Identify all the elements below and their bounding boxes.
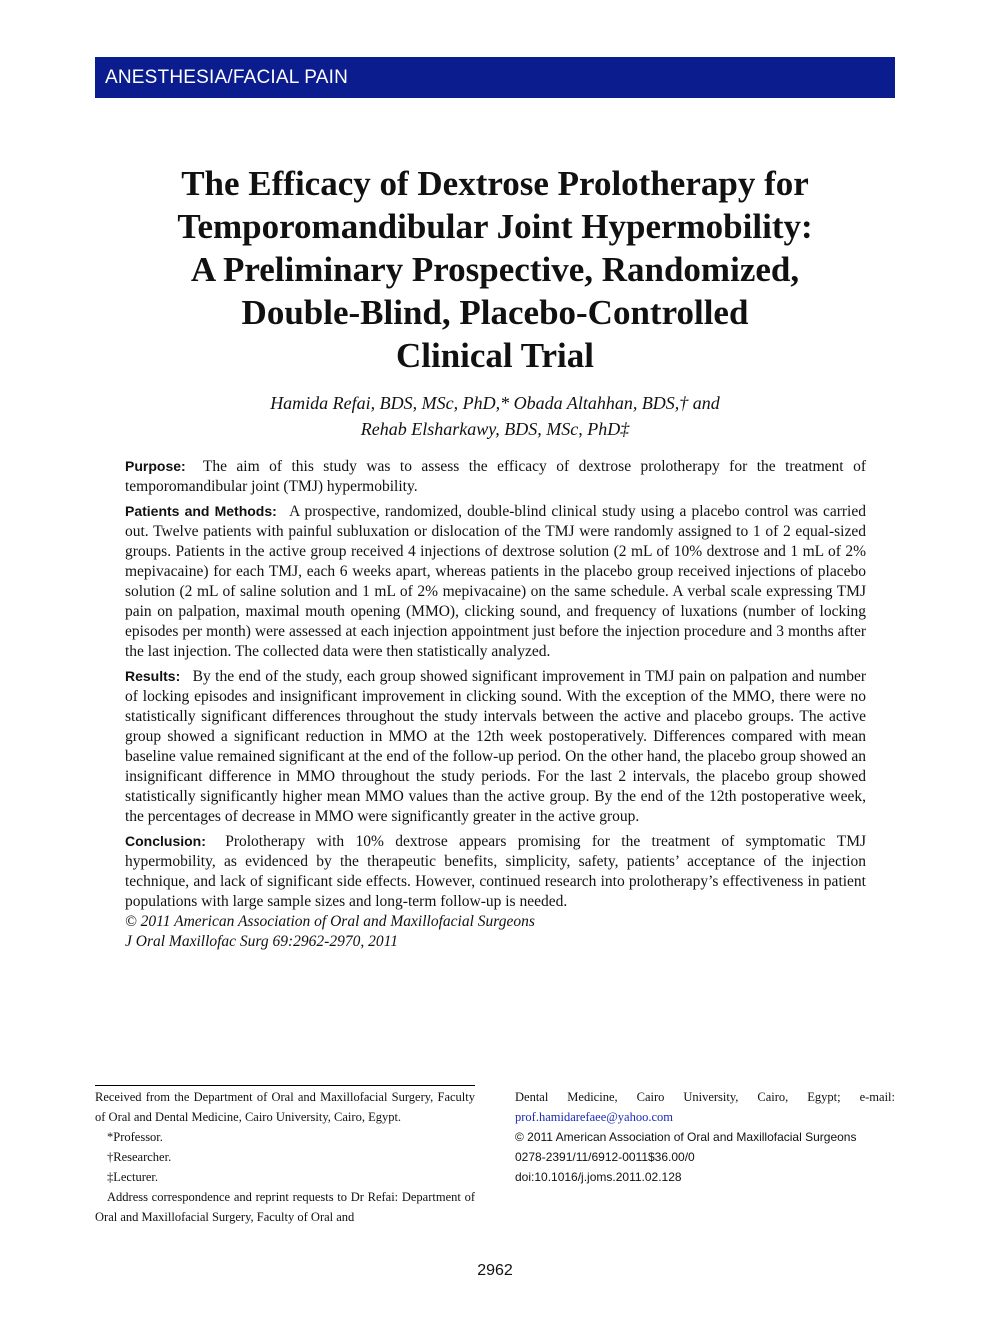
doi[interactable]: doi:10.1016/j.joms.2011.02.128	[515, 1170, 682, 1184]
footnotes-left	[95, 1087, 475, 1227]
received-from: Received from the Department of Oral and Maxillofacial Surgery, Faculty of Oral and Dental Medicine, Cairo University, Cairo, Egypt.	[95, 1090, 475, 1124]
author-list	[95, 390, 895, 442]
issn-code: 0278-2391/11/6912-0011$36.00/0	[515, 1150, 695, 1164]
abstract	[125, 456, 866, 952]
article-title	[95, 162, 895, 377]
footnotes-right	[515, 1087, 895, 1187]
section-label: ANESTHESIA/FACIAL PAIN	[105, 67, 349, 88]
abstract-results	[125, 666, 866, 827]
section-banner	[95, 57, 895, 98]
footnote-researcher: †Researcher.	[107, 1150, 172, 1164]
abstract-conclusion	[125, 831, 866, 912]
footnote-lecturer: ‡Lecturer.	[107, 1170, 159, 1184]
page-number: 2962	[477, 1262, 513, 1279]
email-link[interactable]: prof.hamidarefaee@yahoo.com	[515, 1110, 673, 1124]
address-continuation: Dental Medicine, Cairo University, Cairo, Egypt; e-mail:	[515, 1090, 895, 1104]
abstract-methods	[125, 501, 866, 662]
abstract-purpose	[125, 456, 866, 497]
title-line: A Preliminary Prospective, Randomized,	[190, 250, 800, 289]
title-line: Double-Blind, Placebo-Controlled	[241, 293, 749, 332]
methods-label: Patients and Methods:	[125, 503, 277, 519]
footnote-professor: *Professor.	[107, 1130, 163, 1144]
conclusion-text: Prolotherapy with 10% dextrose appears promising for the treatment of symptomatic TMJ hypermobility, as evidenced by the therapeutic benefits, simplicity, safety, patients’ acceptance of the injection technique, and lack of significant side effects. However, continued research into prolotherapy’s effectiveness in patient populations with large sample sizes and long-term follow-up is needed.	[125, 833, 867, 910]
publisher-copyright: © 2011 American Association of Oral and Maxillofacial Surgeons	[515, 1130, 857, 1144]
correspondence-address-cont	[515, 1087, 895, 1127]
title-line: Clinical Trial	[395, 336, 595, 375]
title-line: Temporomandibular Joint Hypermobility:	[177, 207, 813, 246]
journal-citation: J Oral Maxillofac Surg 69:2962-2970, 2011	[125, 933, 398, 950]
results-label: Results:	[125, 668, 181, 684]
results-text: By the end of the study, each group showed significant improvement in TMJ pain on palpation and number of locking episodes and insignificant improvement in clicking sound. With the exception of the MMO, there were no statistically significant differences throughout the study intervals between the active and placebo groups. The active group showed a significant reduction in MMO at the 12th week postoperatively. Differences compared with mean baseline value remained significant at the end of the follow-up period. On the other hand, the placebo group showed an insignificant difference in MMO throughout the study periods. For the last 2 intervals, the placebo group showed statistically significantly higher mean MMO values than the active group. By the end of the 12th postoperative week, the percentages of decrease in MMO were significantly greater in the active group.	[125, 668, 867, 825]
purpose-label: Purpose:	[125, 458, 186, 474]
footnote-divider	[95, 1085, 475, 1086]
methods-text: A prospective, randomized, double-blind clinical study using a placebo control was carried out. Twelve patients with painful subluxation or dislocation of the TMJ were randomly assigned to 1 of 2 equal-sized groups. Patients in the active group received 4 injections of dextrose solution (2 mL of 10% dextrose and 1 mL of 2% mepivacaine) for each TMJ, each 6 weeks apart, whereas patients in the placebo group received injections of placebo solution (2 mL of saline solution and 1 mL of 2% mepivacaine) on the same schedule. A verbal scale expressing TMJ pain on palpation, maximal mouth opening (MMO), clicking sound, and frequency of luxations (number of locking episodes per month) were assessed at each injection appointment just before the injection procedure and 3 months after the last injection. The collected data were then statistically analyzed.	[125, 503, 866, 660]
purpose-text: The aim of this study was to assess the efficacy of dextrose prolotherapy for the treatment of temporomandibular joint (TMJ) hypermobility.	[125, 458, 866, 495]
title-line: The Efficacy of Dextrose Prolotherapy for	[181, 164, 809, 203]
correspondence-address: Address correspondence and reprint requests to Dr Refai: Department of Oral and Maxillofacial Surgery, Faculty of Oral and	[95, 1190, 475, 1224]
abstract-copyright: © 2011 American Association of Oral and Maxillofacial Surgeons	[125, 913, 535, 930]
authors-line: Rehab Elsharkawy, BDS, MSc, PhD‡	[360, 419, 630, 439]
conclusion-label: Conclusion:	[125, 833, 206, 849]
authors-line: Hamida Refai, BDS, MSc, PhD,* Obada Altahhan, BDS,† and	[270, 393, 720, 413]
